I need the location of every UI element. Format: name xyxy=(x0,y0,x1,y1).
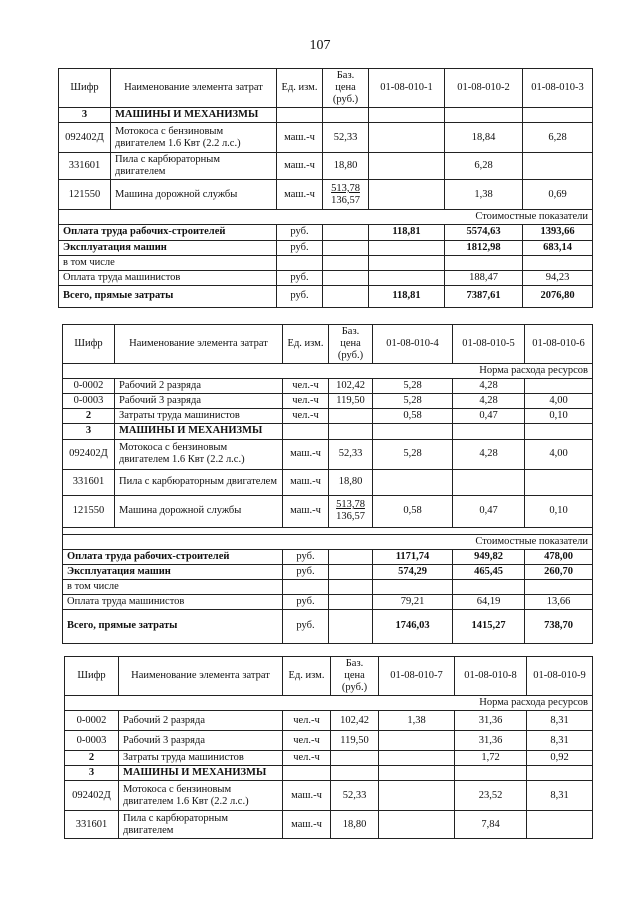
row-unit: чел.-ч xyxy=(283,711,331,731)
row-value: 1,72 xyxy=(455,751,527,766)
row-unit: чел.-ч xyxy=(283,379,329,394)
row-name: Рабочий 2 разряда xyxy=(115,379,283,394)
row-price: 52,33 xyxy=(331,781,379,811)
cost-name: Оплата труда рабочих-строителей xyxy=(59,225,277,240)
resource-table-3 xyxy=(64,656,593,839)
row-value xyxy=(379,781,455,811)
row-value: 0,69 xyxy=(523,180,593,210)
row-value xyxy=(453,469,525,495)
row-value: 4,00 xyxy=(525,439,593,469)
row-unit: чел.-ч xyxy=(283,731,331,751)
page-number: 107 xyxy=(309,38,331,53)
row-code: 092402Д xyxy=(65,781,119,811)
cost-label: Стоимостные показатели xyxy=(59,210,593,225)
cost-name: Эксплуатация машин xyxy=(59,240,277,255)
row-price: 52,33 xyxy=(323,123,369,153)
col-norm-header: 01-08-010-6 xyxy=(525,325,593,364)
cost-value: 94,23 xyxy=(523,270,593,285)
row-value xyxy=(369,180,445,210)
row-value: 8,31 xyxy=(527,731,593,751)
row-value: 5,28 xyxy=(373,439,453,469)
col-code-header: Шифр xyxy=(65,657,119,696)
row-value: 0,10 xyxy=(525,495,593,527)
row-price-secondary: 136,57 xyxy=(336,511,365,522)
row-unit: маш.-ч xyxy=(277,180,323,210)
cost-name: Оплата труда рабочих-строителей xyxy=(63,549,283,564)
row-name: Пила с карбюраторным двигателем xyxy=(115,469,283,495)
col-norm-header: 01-08-010-4 xyxy=(373,325,453,364)
row-code: 331601 xyxy=(65,811,119,839)
cost-value: 7387,61 xyxy=(445,285,523,307)
row-value: 4,28 xyxy=(453,439,525,469)
row-price: 18,80 xyxy=(331,811,379,839)
row-value: 6,28 xyxy=(445,153,523,180)
col-code-header: Шифр xyxy=(63,325,115,364)
col-norm-header: 01-08-010-1 xyxy=(369,69,445,108)
cost-value: 2076,80 xyxy=(523,285,593,307)
row-unit: маш.-ч xyxy=(283,495,329,527)
row-code: 2 xyxy=(63,409,115,424)
norm-label: Норма расхода ресурсов xyxy=(63,364,593,379)
col-norm-header: 01-08-010-9 xyxy=(527,657,593,696)
row-name: Рабочий 2 разряда xyxy=(119,711,283,731)
row-value xyxy=(527,811,593,839)
cost-name: Эксплуатация машин xyxy=(63,564,283,579)
cost-value: 738,70 xyxy=(525,609,593,643)
row-name: Рабочий 3 разряда xyxy=(119,731,283,751)
row-value xyxy=(369,153,445,180)
col-name-header: Наименование элемента затрат xyxy=(111,69,277,108)
row-value: 5,28 xyxy=(373,394,453,409)
col-price-header: Баз. цена (руб.) xyxy=(329,325,373,364)
cost-value: 574,29 xyxy=(373,564,453,579)
row-code: 092402Д xyxy=(63,439,115,469)
col-name-header: Наименование элемента затрат xyxy=(119,657,283,696)
row-value xyxy=(379,811,455,839)
row-code: 0-0003 xyxy=(63,394,115,409)
row-value xyxy=(373,469,453,495)
row-unit: маш.-ч xyxy=(277,153,323,180)
section-title: МАШИНЫ И МЕХАНИЗМЫ xyxy=(119,766,283,781)
cost-unit: руб. xyxy=(277,225,323,240)
row-value xyxy=(525,469,593,495)
row-price: 18,80 xyxy=(323,153,369,180)
row-price: 513,78 xyxy=(336,498,365,510)
col-unit-header: Ед. изм. xyxy=(277,69,323,108)
cost-unit: руб. xyxy=(283,594,329,609)
resource-table-2 xyxy=(62,324,593,644)
cost-value: 1415,27 xyxy=(453,609,525,643)
row-value: 4,28 xyxy=(453,394,525,409)
cost-name: в том числе xyxy=(59,255,277,270)
row-value: 0,47 xyxy=(453,409,525,424)
row-code: 2 xyxy=(65,751,119,766)
row-unit: маш.-ч xyxy=(277,123,323,153)
cost-unit: руб. xyxy=(277,270,323,285)
row-unit: маш.-ч xyxy=(283,781,331,811)
cost-value: 5574,63 xyxy=(445,225,523,240)
row-name: Пила с карбюраторным двигателем xyxy=(119,811,283,839)
row-code: 331601 xyxy=(59,153,111,180)
row-value: 8,31 xyxy=(527,781,593,811)
cost-unit: руб. xyxy=(277,285,323,307)
col-norm-header: 01-08-010-3 xyxy=(523,69,593,108)
row-code: 121550 xyxy=(63,495,115,527)
section-number: 3 xyxy=(63,424,115,439)
cost-unit: руб. xyxy=(283,609,329,643)
cost-value: 478,00 xyxy=(525,549,593,564)
row-value xyxy=(379,751,455,766)
col-price-header: Баз. цена (руб.) xyxy=(331,657,379,696)
row-value: 8,31 xyxy=(527,711,593,731)
cost-name: Оплата труда машинистов xyxy=(59,270,277,285)
cost-value: 118,81 xyxy=(369,225,445,240)
row-value xyxy=(379,731,455,751)
row-price: 18,80 xyxy=(329,469,373,495)
cost-unit: руб. xyxy=(283,564,329,579)
row-value: 1,38 xyxy=(379,711,455,731)
row-price: 119,50 xyxy=(329,394,373,409)
row-name: Машина дорожной службы xyxy=(111,180,277,210)
row-value: 1,38 xyxy=(445,180,523,210)
row-name: Пила с карбюраторным двигателем xyxy=(111,153,277,180)
cost-value: 188,47 xyxy=(445,270,523,285)
row-unit: чел.-ч xyxy=(283,751,331,766)
cost-name: в том числе xyxy=(63,579,283,594)
cost-value: 1746,03 xyxy=(373,609,453,643)
row-price: 52,33 xyxy=(329,439,373,469)
cost-label: Стоимостные показатели xyxy=(63,534,593,549)
row-price: 102,42 xyxy=(331,711,379,731)
row-code: 121550 xyxy=(59,180,111,210)
cost-unit: руб. xyxy=(277,240,323,255)
row-name: Мотокоса с бензиновым двигателем 1.6 Квт (2.2 л.с.) xyxy=(115,439,283,469)
row-unit: чел.-ч xyxy=(283,394,329,409)
row-value: 23,52 xyxy=(455,781,527,811)
row-unit: чел.-ч xyxy=(283,409,329,424)
resource-table-1 xyxy=(58,68,593,308)
row-code: 0-0003 xyxy=(65,731,119,751)
section-number: 3 xyxy=(59,108,111,123)
cost-value: 79,21 xyxy=(373,594,453,609)
col-code-header: Шифр xyxy=(59,69,111,108)
cost-value: 1812,98 xyxy=(445,240,523,255)
col-price-header: Баз. цена (руб.) xyxy=(323,69,369,108)
cost-value: 260,70 xyxy=(525,564,593,579)
row-value: 7,84 xyxy=(455,811,527,839)
row-unit: маш.-ч xyxy=(283,811,331,839)
row-price: 513,78 xyxy=(331,182,360,194)
row-value: 0,10 xyxy=(525,409,593,424)
row-value: 18,84 xyxy=(445,123,523,153)
section-title: МАШИНЫ И МЕХАНИЗМЫ xyxy=(115,424,283,439)
row-value: 0,58 xyxy=(373,495,453,527)
cost-value: 118,81 xyxy=(369,285,445,307)
row-price: 102,42 xyxy=(329,379,373,394)
cost-name: Всего, прямые затраты xyxy=(63,609,283,643)
col-norm-header: 01-08-010-2 xyxy=(445,69,523,108)
cost-value: 683,14 xyxy=(523,240,593,255)
section-title: МАШИНЫ И МЕХАНИЗМЫ xyxy=(111,108,277,123)
cost-name: Оплата труда машинистов xyxy=(63,594,283,609)
cost-value: 1171,74 xyxy=(373,549,453,564)
row-value: 0,47 xyxy=(453,495,525,527)
row-name: Машина дорожной службы xyxy=(115,495,283,527)
col-norm-header: 01-08-010-7 xyxy=(379,657,455,696)
col-unit-header: Ед. изм. xyxy=(283,325,329,364)
row-value: 5,28 xyxy=(373,379,453,394)
row-code: 0-0002 xyxy=(65,711,119,731)
cost-value: 465,45 xyxy=(453,564,525,579)
row-value: 0,58 xyxy=(373,409,453,424)
col-name-header: Наименование элемента затрат xyxy=(115,325,283,364)
row-value: 6,28 xyxy=(523,123,593,153)
row-value: 0,92 xyxy=(527,751,593,766)
row-unit: маш.-ч xyxy=(283,439,329,469)
row-code: 092402Д xyxy=(59,123,111,153)
row-name: Мотокоса с бензиновым двигателем 1.6 Квт (2.2 л.с.) xyxy=(119,781,283,811)
cost-unit: руб. xyxy=(283,549,329,564)
row-value xyxy=(525,379,593,394)
row-name: Затраты труда машинистов xyxy=(119,751,283,766)
row-code: 331601 xyxy=(63,469,115,495)
row-code: 0-0002 xyxy=(63,379,115,394)
row-value: 31,36 xyxy=(455,711,527,731)
col-norm-header: 01-08-010-5 xyxy=(453,325,525,364)
col-norm-header: 01-08-010-8 xyxy=(455,657,527,696)
row-value xyxy=(523,153,593,180)
norm-label: Норма расхода ресурсов xyxy=(65,696,593,711)
row-value xyxy=(369,123,445,153)
row-unit: маш.-ч xyxy=(283,469,329,495)
cost-value xyxy=(369,270,445,285)
cost-value: 1393,66 xyxy=(523,225,593,240)
row-value: 31,36 xyxy=(455,731,527,751)
row-value: 4,28 xyxy=(453,379,525,394)
cost-value: 64,19 xyxy=(453,594,525,609)
row-name: Мотокоса с бензиновым двигателем 1.6 Квт (2.2 л.с.) xyxy=(111,123,277,153)
row-name: Затраты труда машинистов xyxy=(115,409,283,424)
cost-value xyxy=(369,240,445,255)
row-value: 4,00 xyxy=(525,394,593,409)
cost-value: 949,82 xyxy=(453,549,525,564)
col-unit-header: Ед. изм. xyxy=(283,657,331,696)
cost-name: Всего, прямые затраты xyxy=(59,285,277,307)
section-number: 3 xyxy=(65,766,119,781)
row-price-secondary: 136,57 xyxy=(331,194,360,206)
cost-value: 13,66 xyxy=(525,594,593,609)
row-price: 119,50 xyxy=(331,731,379,751)
row-name: Рабочий 3 разряда xyxy=(115,394,283,409)
